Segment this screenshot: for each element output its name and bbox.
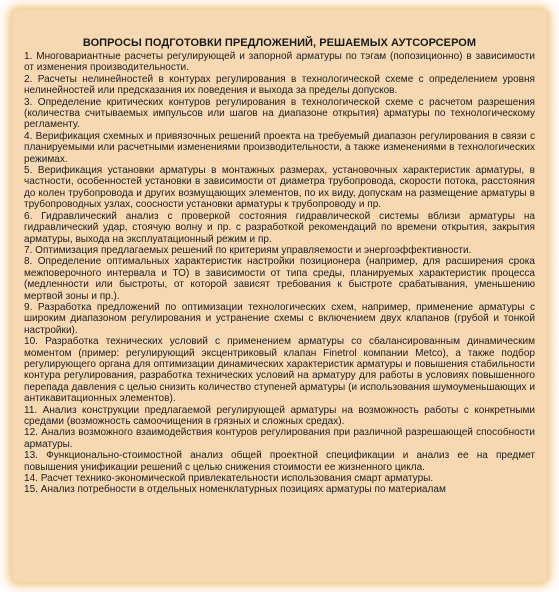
list-item: 3. Определение критических контуров регулирования в технологической схеме с расчетом разрешения (количества считываемых импульсов или шагов на диапазоне открытия) арматуры по технологическому регламенту.	[24, 96, 535, 131]
list-item: 4. Верификация схемных и привязочных решений проекта на требуемый диапазон регулирования в связи с планируемыми или расчетными изменениями производительности, а также изменениями в технологических режимах.	[24, 130, 535, 165]
list-item: 1. Многовариантные расчеты регулирующей и запорной арматуры по тэгам (попозиционно) в зависимости от изменения производительности.	[24, 51, 535, 74]
list-item: 9. Разработка предложений по оптимизации технологических схем, например, применение арматуры с широким диапазоном регулирования и устранение схемы с включением двух клапанов (грубой и тонкой настройки).	[24, 301, 535, 336]
list-item: 10. Разработка технических условий с применением арматуры со сбалансированным динамическим моментом (пример: регулирующий эксцентриковый клапан Finetrol компании Metco), а также подбор регулирующего органа для оптимизации динамических характеристик арматуры и повышения стабильности контура регулирования, разработка технических условий на арматуру для работы в условиях повышенного перепада давления с целью снизить количество ступеней арматуры (и использования шумоуменьшающих и антикавитационных элементов).	[24, 336, 535, 405]
list-item: 15. Анализ потребности в отдельных номенклатурных позициях арматуры по материалам	[24, 484, 446, 496]
list-item: 6. Гидравлический анализ с проверкой состояния гидравлической системы вблизи арматуры на гидравлический удар, стоячую волну и пр. с разработкой рекомендаций по времени открытия, закрытия арматуры, выхода на эксплуатационный режим и пр.	[24, 210, 535, 245]
list-item: 11. Анализ конструкции предлагаемой регулирующей арматуры на возможность работы с конкретными средами (возможность самоочищения в грязных и сложных средах).	[24, 404, 535, 427]
list-item: 12. Анализ возможного взаимодействия контуров регулирования при различной разрешающей способности арматуры.	[24, 427, 535, 450]
card-title: ВОПРОСЫ ПОДГОТОВКИ ПРЕДЛОЖЕНИЙ, РЕШАЕМЫХ АУТСОРСЕРОМ	[82, 37, 477, 49]
questions-card	[12, 10, 547, 582]
list-item: 13. Функционально-стоимостной анализ общей проектной спецификации и анализ ее на предмет повышения унификации решений с целью снижения стоимости ее жизненного цикла.	[24, 450, 535, 473]
list-item: 14. Расчет технико-экономической привлекательности использования смарт арматуры.	[24, 473, 434, 485]
list-item: 5. Верификация установки арматуры в монтажных размерах, установочных характеристик арматуры, в частности, особенностей установки в зависимости от диаметра трубопровода, скорости потока, расстояния до колен трубопровода и других возмущающих элементов, по их виду, допускам на размещение арматуры в трубопроводных узлах, соосности установки арматуры к трубопроводу и пр.	[24, 165, 535, 211]
list-item: 7. Оптимизация предлагаемых решений по критериям управляемости и энергоэффективности.	[24, 244, 472, 256]
list-item: 8. Определение оптимальных характеристик настройки позиционера (например, для расширения срока межповерочного интервала и ТО) в зависимости от типа среды, планируемых характеристик процесса (медленности или быстроты, от которой зависят требования к быстроте срабатывания, уменьшению мертвой зоны и пр.).	[24, 256, 535, 302]
list-item: 2. Расчеты нелинейностей в контурах регулирования в технологической схеме с определением уровня нелинейностей или предсказания их поведения и выхода за пределы допусков.	[24, 73, 535, 97]
questions-list	[24, 51, 535, 496]
